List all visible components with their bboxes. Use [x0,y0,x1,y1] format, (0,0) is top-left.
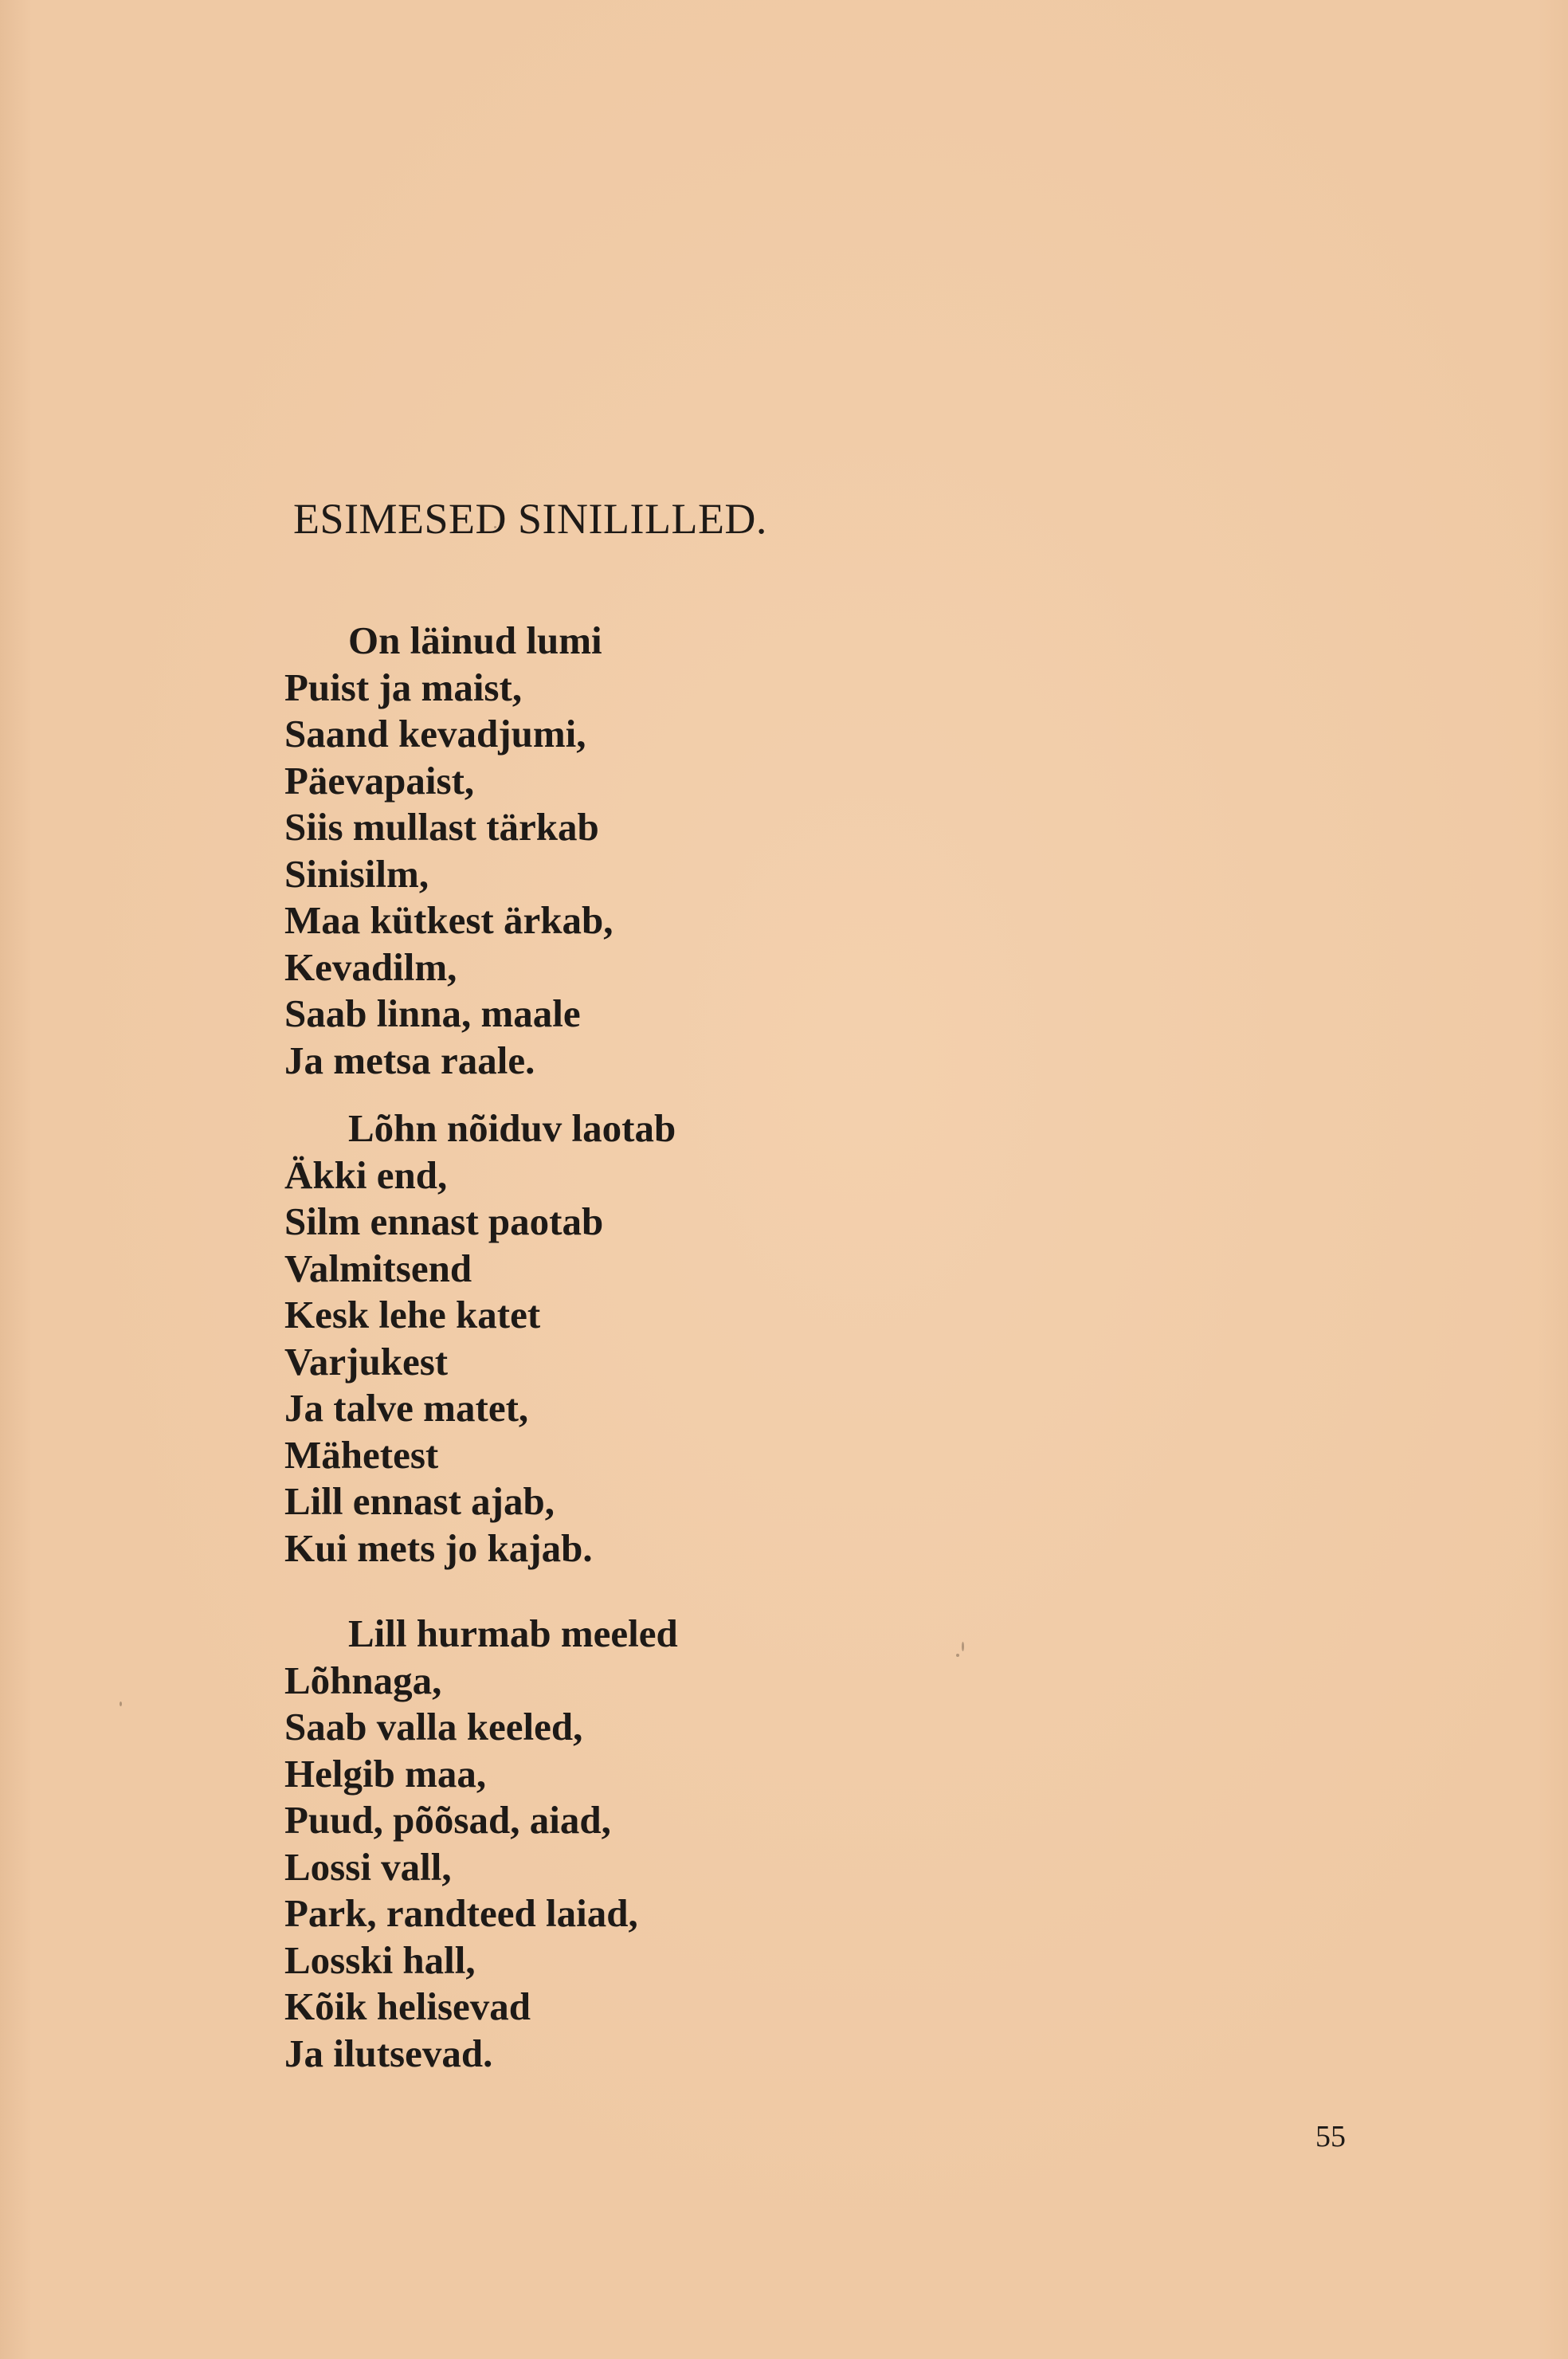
paper-speck [120,1702,122,1706]
paper-speck [962,1642,964,1651]
poem-line: Lõhnaga, [284,1658,442,1702]
poem-line: Silm ennast paotab [284,1199,604,1243]
poem-line: Lossi vall, [284,1844,452,1889]
poem-line: Kesk lehe katet [284,1293,541,1337]
poem-line: Lill ennast ajab, [284,1479,555,1523]
poem-line: Losski hall, [284,1937,476,1982]
poem-line: Kui mets jo kajab. [284,1525,593,1570]
paper-speck [494,526,496,528]
poem-line: Päevapaist, [284,758,475,803]
poem-line: Äkki end, [284,1152,448,1197]
poem-line: Lill hurmab meeled [348,1611,678,1655]
poem-line: Helgib maa, [284,1751,487,1796]
stanza-1 [284,618,613,1084]
poem-line: Varjukest [284,1339,449,1384]
poem-title: ESIMESED SINILILLED. [293,495,767,543]
paper-speck [956,1654,959,1657]
poem-line: Lõhn nõiduv laotab [348,1106,676,1150]
poem-line: Puud, põõsad, aiad, [284,1798,611,1842]
poem-line: Sinisilm, [284,851,429,896]
poem-line: On läinud lumi [348,618,602,662]
poem-line: Saand kevadjumi, [284,712,586,756]
poem-line: Kõik helisevad [284,1984,531,2028]
poem-line: Siis mullast tärkab [284,805,599,849]
poem-line: Ja metsa raale. [284,1038,535,1082]
stanza-2 [284,1105,676,1572]
poem-line: Maa kütkest ärkab, [284,898,613,942]
poem-line: Saab linna, maale [284,991,581,1035]
page-number: 55 [1315,2120,1346,2153]
poem-line: Ja ilutsevad. [284,2031,493,2075]
stanza-3 [284,1611,678,2077]
poem-line: Ja talve matet, [284,1386,529,1430]
poem-line: Puist ja maist, [284,665,523,709]
poem-line: Park, randteed laiad, [284,1891,638,1935]
poem-line: Kevadilm, [284,944,457,989]
poem-line: Saab valla keeled, [284,1705,583,1749]
poem-line: Mähetest [284,1432,439,1477]
poem-line: Valmitsend [284,1246,472,1290]
